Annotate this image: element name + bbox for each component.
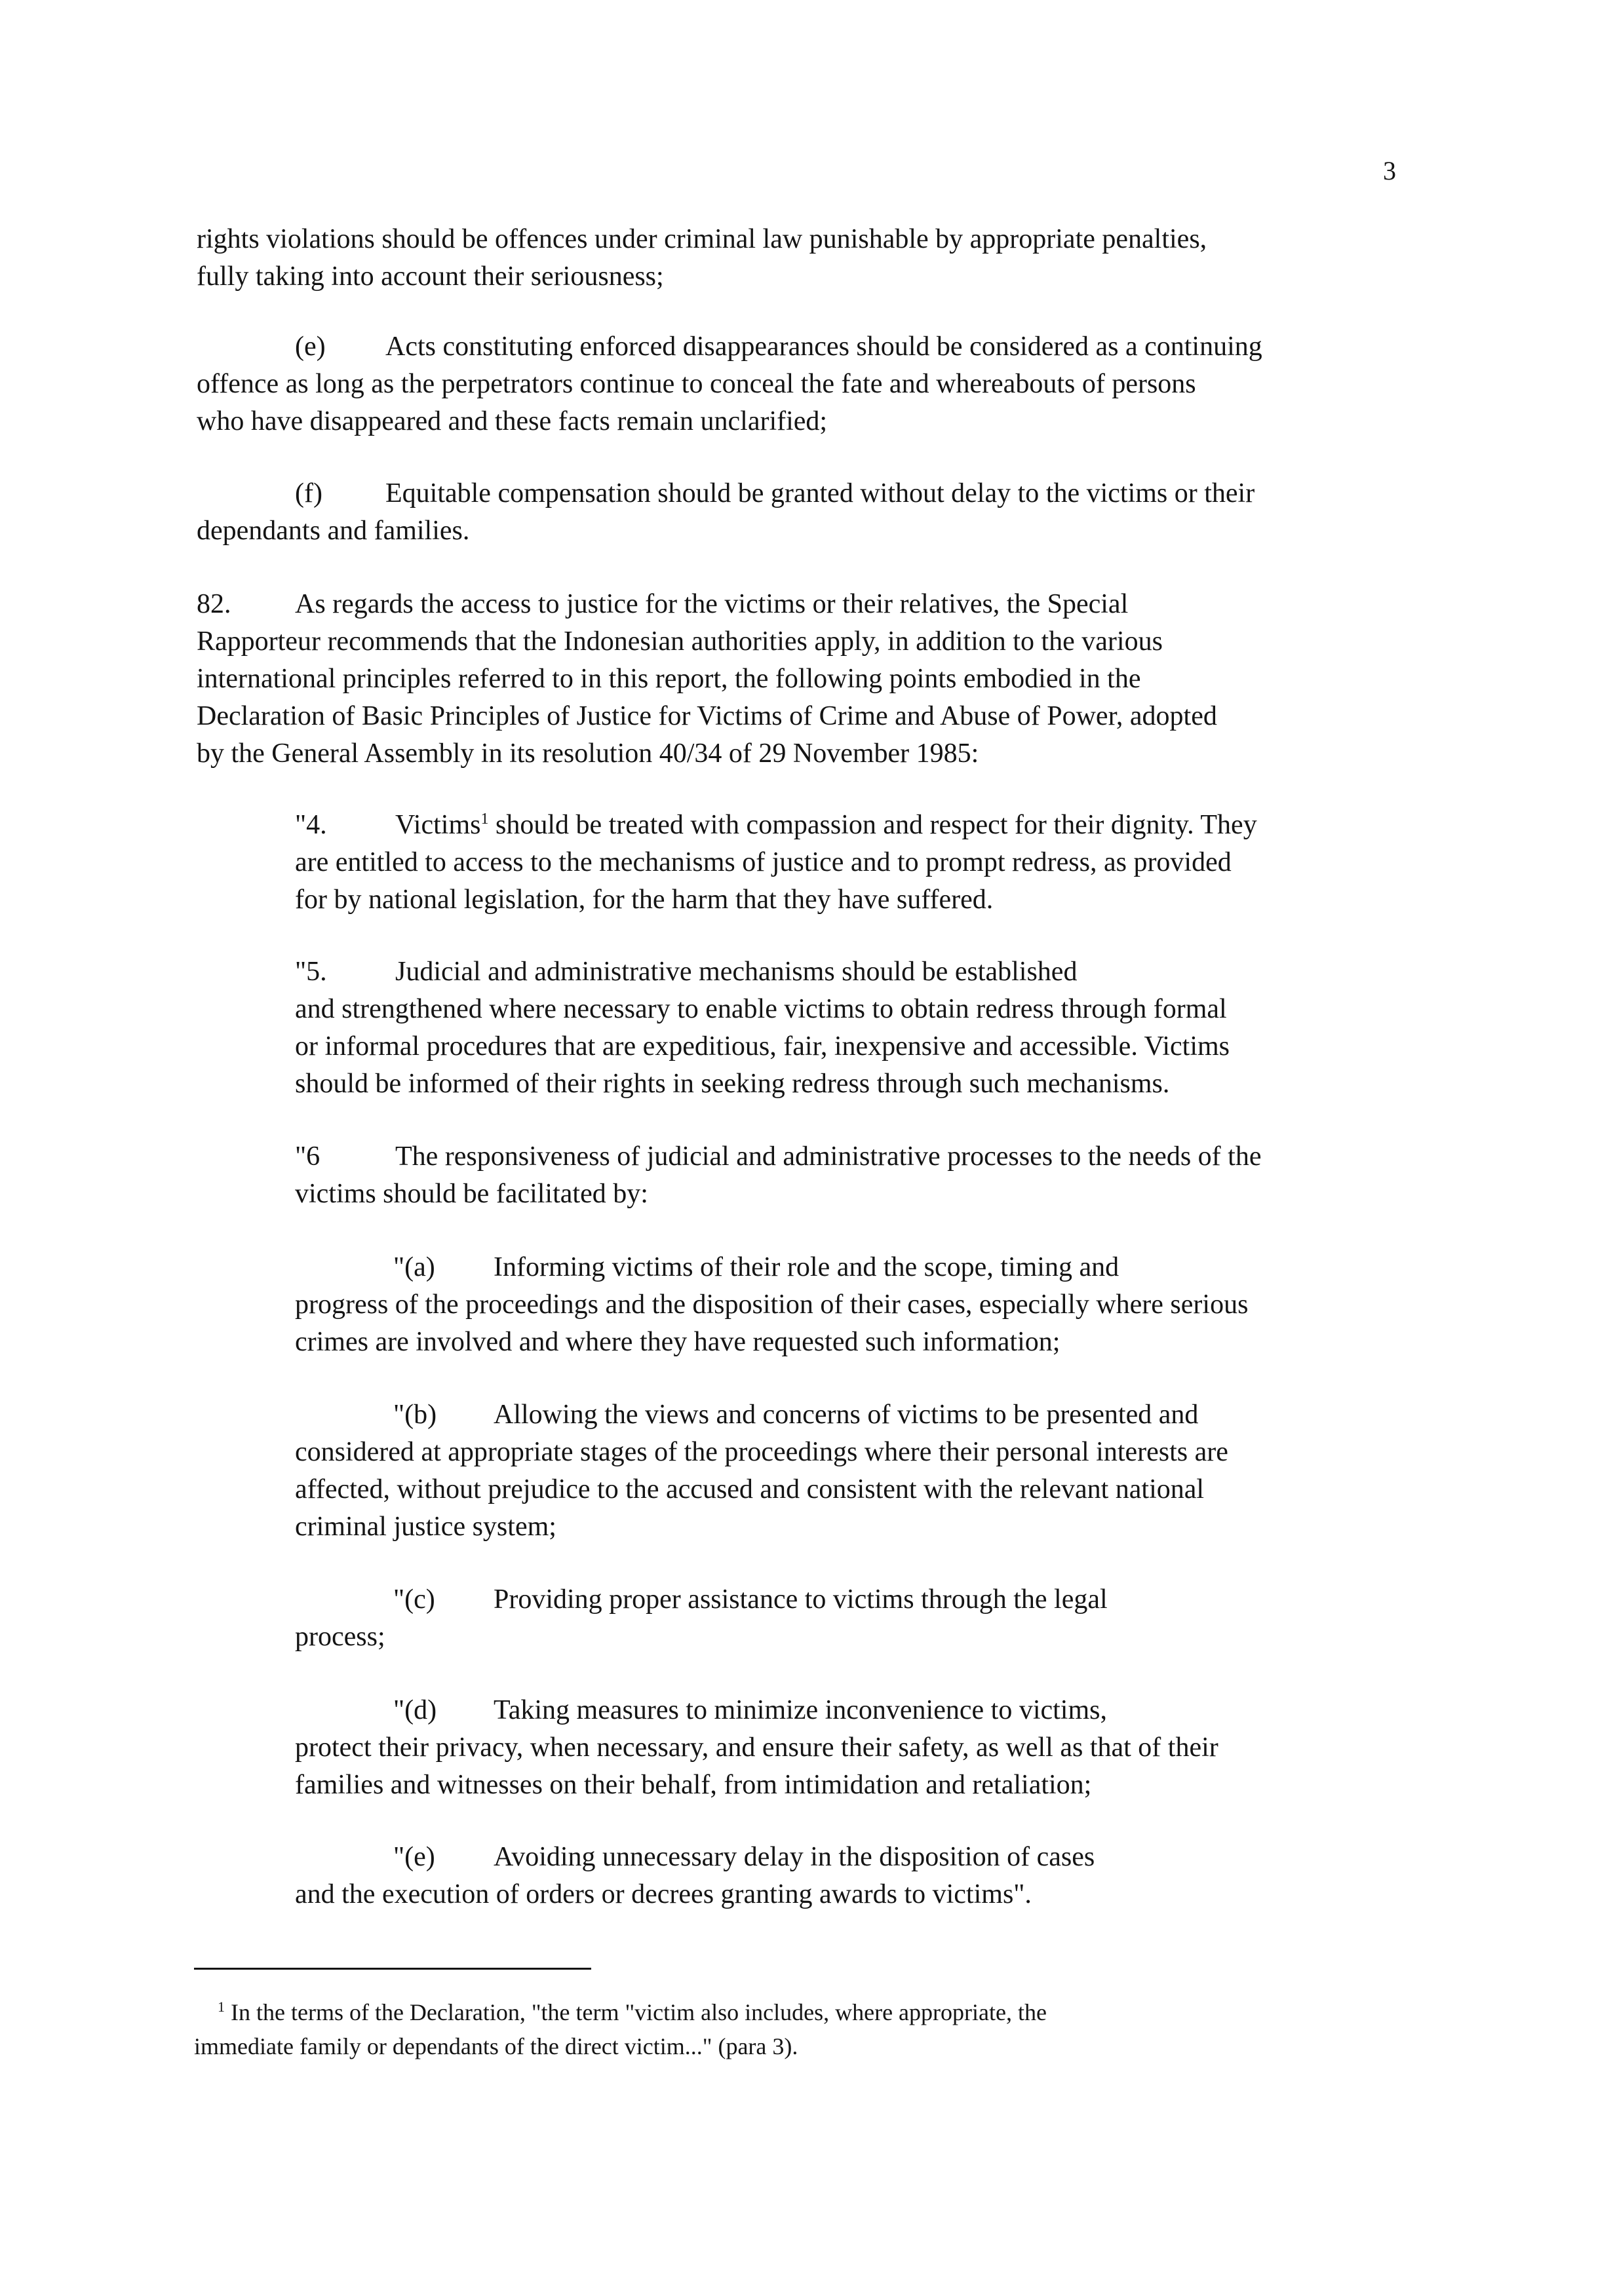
text-line: The responsiveness of judicial and administrative processes to the needs of the — [395, 1141, 1262, 1172]
text-line: or informal procedures that are expeditious, fair, inexpensive and accessible. Victims — [295, 1031, 1230, 1062]
text-line: criminal justice system; — [295, 1512, 556, 1542]
quote-label: "4. — [295, 810, 327, 840]
text-line: should be treated with compassion and respect for their dignity. They — [488, 810, 1257, 840]
text-line: and strengthened where necessary to enable victims to obtain redress through formal — [295, 994, 1227, 1024]
text-line: who have disappeared and these facts remain unclarified; — [197, 406, 828, 436]
text-line: for by national legislation, for the harm that they have suffered. — [295, 885, 994, 915]
text-line: Equitable compensation should be granted without delay to the victims or their — [385, 478, 1255, 508]
sub-item-label: "(b) — [393, 1400, 437, 1430]
sub-item-e — [295, 1839, 1095, 1913]
paragraph-82 — [197, 586, 1217, 773]
item-f-paragraph — [197, 475, 1255, 550]
text-line: Judicial and administrative mechanisms should be established — [395, 957, 1078, 987]
text-line: In the terms of the Declaration, "the term "victim also includes, where appropriate, the — [225, 1999, 1047, 2025]
text-line: victims should be facilitated by: — [295, 1179, 648, 1209]
text-line: offence as long as the perpetrators continue to conceal the fate and whereabouts of persons — [197, 369, 1196, 399]
page-number: 3 — [1383, 156, 1396, 185]
text-line: considered at appropriate stages of the proceedings where their personal interests are — [295, 1437, 1228, 1467]
footnote-marker: 1 — [218, 1999, 225, 2015]
text-line: Informing victims of their role and the scope, timing and — [494, 1252, 1119, 1282]
sub-item-label: "(e) — [393, 1842, 435, 1872]
text-line: Acts constituting enforced disappearances should be considered as a continuing — [385, 332, 1262, 362]
text-line: should be informed of their rights in seeking redress through such mechanisms. — [295, 1069, 1170, 1099]
text-line: dependants and families. — [197, 516, 470, 546]
text-line: Rapporteur recommends that the Indonesian authorities apply, in addition to the various — [197, 626, 1163, 657]
text-line: Taking measures to minimize inconvenience to victims, — [494, 1695, 1107, 1725]
quote-label: "6 — [295, 1141, 321, 1172]
footnote-separator — [194, 1968, 591, 1970]
text-line: progress of the proceedings and the disposition of their cases, especially where serious — [295, 1290, 1249, 1320]
text-line: families and witnesses on their behalf, from intimidation and retaliation; — [295, 1770, 1092, 1800]
sub-item-a — [295, 1249, 1248, 1361]
text-line: Allowing the views and concerns of victims to be presented and — [494, 1400, 1199, 1430]
text-line: international principles referred to in this report, the following points embodied in the — [197, 664, 1141, 694]
footnote-reference: 1 — [480, 811, 489, 828]
text-line: rights violations should be offences under criminal law punishable by appropriate penalties, — [197, 224, 1207, 254]
sub-item-label: "(a) — [393, 1252, 435, 1282]
text-line: affected, without prejudice to the accused and consistent with the relevant national — [295, 1474, 1205, 1504]
text-line: Declaration of Basic Principles of Justice for Victims of Crime and Abuse of Power, adopted — [197, 701, 1217, 731]
sub-item-label: "(c) — [393, 1584, 435, 1615]
quote-4-paragraph — [295, 807, 1257, 919]
text-line: crimes are involved and where they have requested such information; — [295, 1327, 1060, 1357]
text-line: As regards the access to justice for the victims or their relatives, the Special — [295, 589, 1129, 619]
text-line: immediate family or dependants of the direct victim..." (para 3). — [194, 2033, 798, 2059]
quote-6-paragraph — [295, 1138, 1261, 1213]
item-label: (f) — [295, 478, 322, 508]
text-line: protect their privacy, when necessary, and ensure their safety, as well as that of their — [295, 1732, 1218, 1763]
sub-item-label: "(d) — [393, 1695, 437, 1725]
text-line: Providing proper assistance to victims through the legal — [494, 1584, 1108, 1615]
quote-5-paragraph — [295, 953, 1230, 1103]
text-line: by the General Assembly in its resolution 40/34 of 29 November 1985: — [197, 738, 979, 769]
text-line: are entitled to access to the mechanisms of justice and to prompt redress, as provided — [295, 847, 1232, 877]
text-word: Victims — [395, 810, 481, 840]
continuation-paragraph — [197, 221, 1207, 296]
text-line: Avoiding unnecessary delay in the disposition of cases — [494, 1842, 1095, 1872]
footnote — [194, 1995, 1047, 2063]
sub-item-b — [295, 1396, 1228, 1546]
quote-label: "5. — [295, 957, 327, 987]
paragraph-number: 82. — [197, 589, 231, 619]
sub-item-c — [295, 1581, 1108, 1656]
text-line: fully taking into account their seriousness; — [197, 261, 664, 292]
text-line: process; — [295, 1622, 385, 1652]
sub-item-d — [295, 1692, 1218, 1804]
item-label: (e) — [295, 332, 326, 362]
text-line: and the execution of orders or decrees granting awards to victims". — [295, 1879, 1032, 1909]
item-e-paragraph — [197, 328, 1262, 440]
